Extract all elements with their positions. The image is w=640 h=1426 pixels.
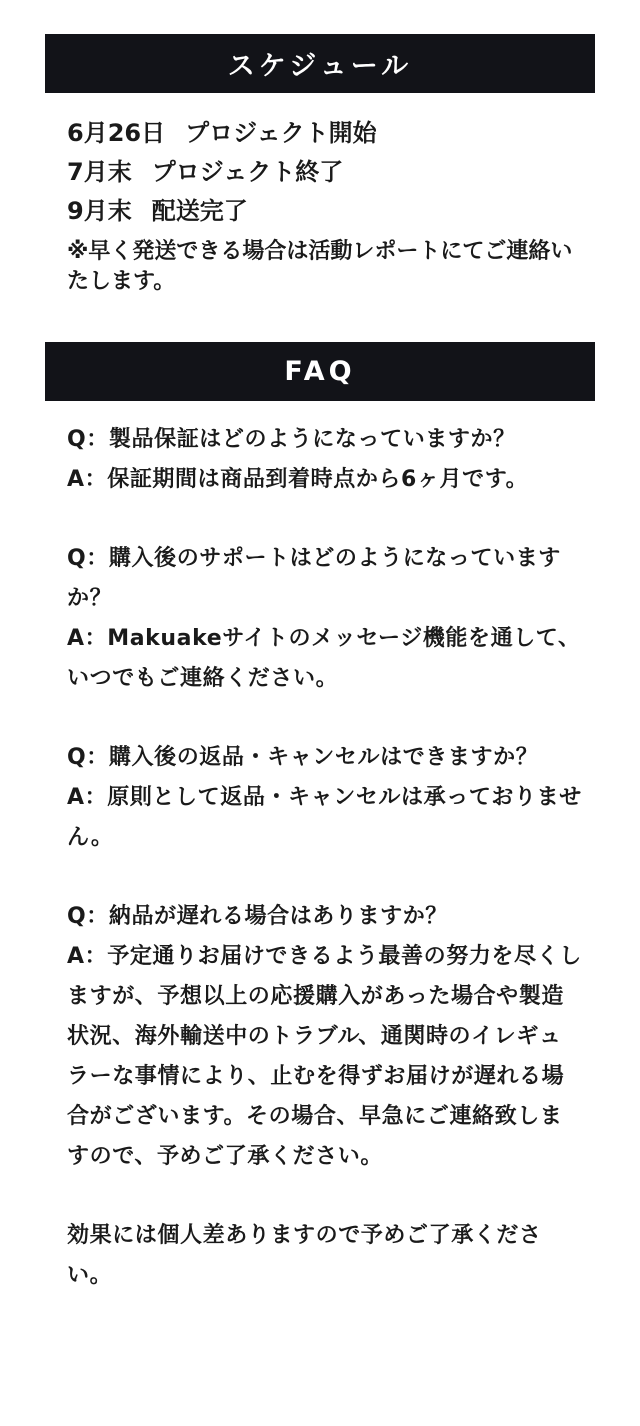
schedule-date: 9月末 [67, 197, 132, 225]
faq-question: Q：購入後の返品・キャンセルはできますか？ [67, 745, 539, 770]
faq-answer: A：予定通りお届けできるよう最善の努力を尽くしますが、予想以上の応援購入があった場合や製造状況、海外輸送中のトラブル、通関時のイレギュラーな事情により、止むを得ずお届けが遅れる場合がございます。その場合、早急にご連絡致しますので、予めご了承ください。 [67, 944, 582, 1169]
faq-answer: A：保証期間は商品到着時点から6ヶ月です。 [67, 467, 529, 492]
faq-item [67, 897, 582, 1177]
faq-section-header [45, 342, 595, 401]
faq-question: Q：納品が遅れる場合はありますか？ [67, 904, 448, 929]
schedule-section-header [45, 34, 595, 93]
schedule-event: プロジェクト終了 [151, 158, 344, 186]
schedule-note: ※早く発送できる場合は活動レポートにてご連絡いたします。 [67, 239, 573, 294]
faq-list [67, 420, 582, 1296]
faq-item [67, 420, 582, 500]
schedule-date: 7月末 [67, 158, 132, 186]
faq-answer: A：原則として返品・キャンセルは承っておりません。 [67, 785, 582, 850]
schedule-row [67, 114, 587, 153]
faq-question: Q：製品保証はどのようになっていますか？ [67, 427, 516, 452]
schedule-list [67, 114, 587, 297]
faq-title: FAQ [284, 356, 356, 387]
faq-answer: A：Makuakeサイトのメッセージ機能を通して、いつでもご連絡ください。 [67, 626, 581, 691]
schedule-event: プロジェクト開始 [185, 119, 377, 147]
faq-item [67, 539, 582, 699]
faq-item [67, 738, 582, 858]
schedule-title: スケジュール [227, 51, 413, 82]
schedule-row [67, 192, 587, 231]
schedule-row [67, 153, 587, 192]
faq-question: Q：購入後のサポートはどのようになっていますか？ [67, 546, 561, 611]
schedule-event: 配送完了 [151, 197, 248, 225]
schedule-date: 6月26日 [67, 119, 166, 147]
closing-note: 効果には個人差ありますので予めご了承ください。 [67, 1223, 542, 1288]
